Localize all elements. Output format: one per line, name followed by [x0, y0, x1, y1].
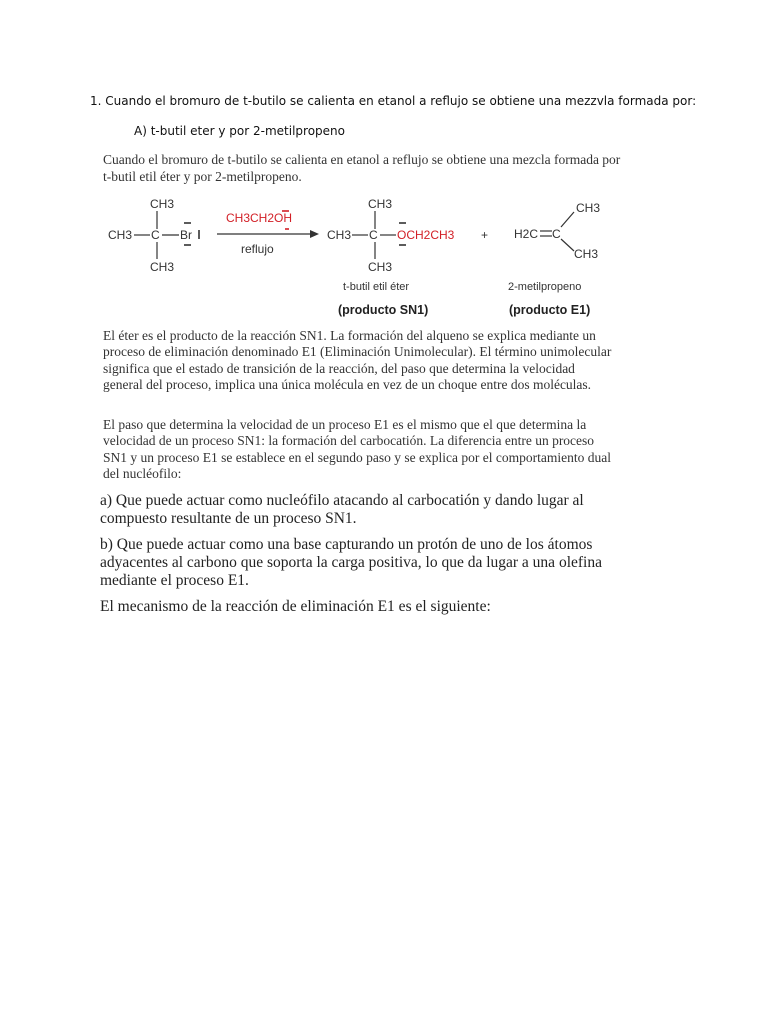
reactant-bromine: Br — [180, 228, 192, 242]
reactant-ch3-left: CH3 — [108, 228, 133, 242]
reaction-scheme-svg — [100, 192, 620, 324]
reactant-ch3-top: CH3 — [150, 197, 175, 211]
paragraph-rate-determining: El paso que determina la velocidad de un proceso E1 es el mismo que el que determina la velocidad de un proceso SN1: la formación del carbocatión. La diferencia entre un proceso SN1 y un proceso E1 se establece en el segundo paso y se explica por el comportamiento dual del nucléofilo: — [103, 417, 611, 482]
answer-option-a: A) t-butil eter y por 2-metilpropeno — [134, 124, 345, 138]
question-heading: 1. Cuando el bromuro de t-butilo se calienta en etanol a reflujo se obtiene una mezzvla formada por: — [90, 94, 697, 108]
ether-carbon: C — [369, 228, 378, 242]
intro-paragraph: Cuando el bromuro de t-butilo se calienta en etanol a reflujo se obtiene una mezcla formada por t-butil etil éter y por 2-metilpropeno. — [103, 152, 621, 184]
ether-ch3-top: CH3 — [368, 197, 393, 211]
reactant-t-butyl-bromide — [108, 197, 199, 274]
alkene-ch3-down: CH3 — [574, 247, 599, 261]
product-2-methylpropene — [514, 201, 600, 261]
ether-ch3-left: CH3 — [327, 228, 352, 242]
reaction-condition: reflujo — [241, 242, 274, 256]
reaction-arrow — [217, 211, 319, 256]
alkene-ch3-up: CH3 — [576, 201, 601, 215]
ether-ch3-bottom: CH3 — [368, 260, 393, 274]
reaction-scheme — [100, 192, 620, 324]
plus-sign: + — [481, 228, 489, 242]
tag-e1: (producto E1) — [509, 303, 591, 317]
alkene-h2c: H2C — [514, 227, 539, 241]
reactant-ch3-bottom: CH3 — [150, 260, 175, 274]
item-b-base: b) Que puede actuar como una base capturando un protón de uno de los átomos adyacentes al carbono que soporta la carga positiva, lo que da lugar a una olefina mediante el proceso E1. — [100, 536, 602, 589]
reagent-ethanol: CH3CH2OH — [226, 211, 293, 225]
alkene-carbon: C — [552, 227, 561, 241]
ether-ethoxy-group: OCH2CH3 — [397, 228, 455, 242]
item-a-nucleophile: a) Que puede actuar como nucleófilo atacando al carbocatión y dando lugar al compuesto resultante de un proceso SN1. — [100, 492, 584, 527]
reactant-carbon: C — [151, 228, 160, 242]
product-t-butyl-ethyl-ether — [327, 197, 455, 274]
mechanism-intro: El mecanismo de la reacción de eliminación E1 es el siguiente: — [100, 598, 491, 615]
paragraph-ether-e1: El éter es el producto de la reacción SN1. La formación del alqueno se explica mediante un proceso de eliminación denominado E1 (Eliminación Unimolecular). El término unimolecular significa que el estado de transición de la reacción, del paso que determina la velocidad general del proceso, implica una única molécula en vez de un choque entre dos moléculas. — [103, 328, 612, 393]
tag-sn1: (producto SN1) — [338, 303, 429, 317]
label-alkene: 2-metilpropeno — [508, 281, 582, 293]
label-ether: t-butil etil éter — [343, 281, 410, 293]
